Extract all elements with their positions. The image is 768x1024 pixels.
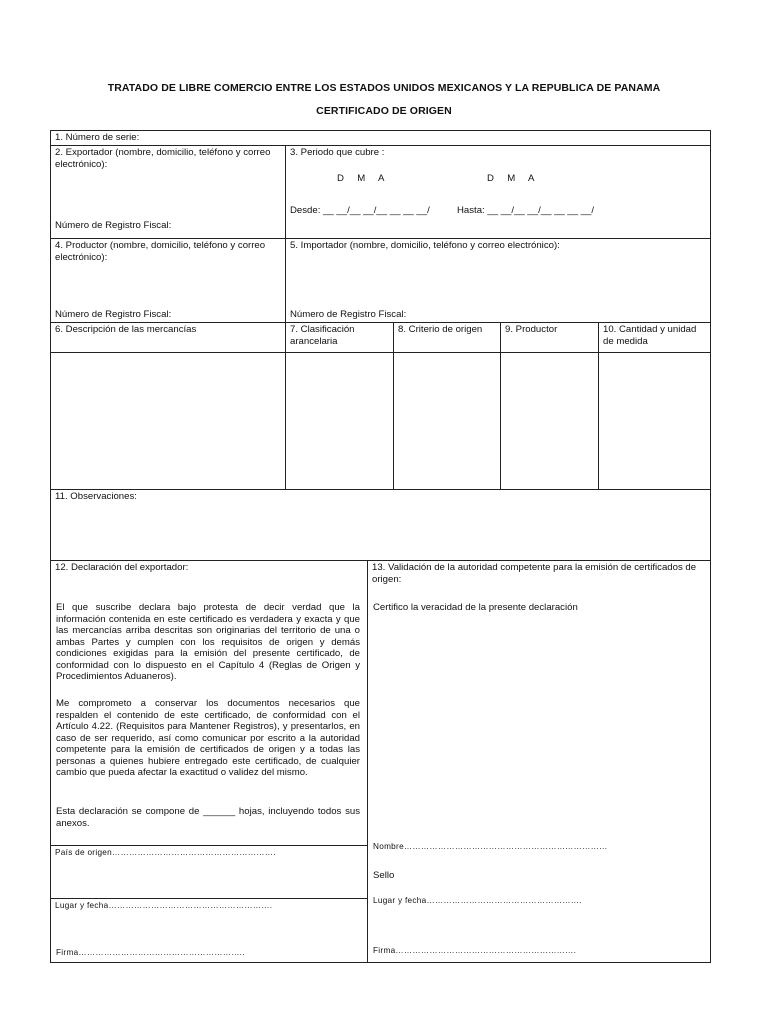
desde-input[interactable]: Desde: __ __/__ __/__ __ __ __/ (290, 205, 430, 216)
exporter-place-date-label: Lugar y fecha…………………………………………………. (55, 901, 273, 910)
certificate-title: CERTIFICADO DE ORIGEN (316, 105, 452, 117)
dma-to-label: D M A (487, 173, 535, 184)
observations-field[interactable] (50, 489, 711, 561)
importer-label: 5. Importador (nombre, domicilio, teléfono y correo electrónico): (290, 240, 560, 251)
exporter-signature-label: Firma………………………………………………….. (56, 948, 245, 957)
declaration-paragraph-3: Esta declaración se compone de ______ hojas, incluyendo todos sus anexos. (56, 806, 360, 829)
importer-field[interactable] (285, 238, 711, 323)
country-of-origin-field[interactable] (50, 845, 368, 899)
exporter-label: 2. Exportador (nombre, domicilio, teléfono y correo electrónico): (55, 147, 271, 170)
observations-label: 11. Observaciones: (55, 491, 137, 502)
period-field[interactable] (285, 145, 711, 239)
hasta-input[interactable]: Hasta: __ __/__ __/__ __ __ __/ (457, 205, 595, 216)
declaration-paragraph-2: Me comprometo a conservar los documentos necesarios que respalden el contenido de este certificado, de conformidad con el Artículo 4.22. (Requisitos para Mantener Registros), y presentarlos, en caso de ser requerido, así como comunicar por escrito a la autoridad competente para la emisión de certificados de origen y a todas las personas a quienes hubiere entregado este certificado, de cualquier cambio que pueda afectar la exactitud o validez del mismo. (56, 698, 360, 778)
quantity-unit-cell[interactable] (598, 352, 711, 490)
certificate-form (50, 130, 711, 963)
producer-field[interactable] (50, 238, 286, 323)
goods-description-cell[interactable] (50, 352, 286, 490)
exporter-tax-label: Número de Registro Fiscal: (55, 220, 172, 231)
goods-description-header: 6. Descripción de las mercancías (50, 322, 286, 353)
declaration-paragraph-1: El que suscribe declara bajo protesta de decir verdad que la información contenida en este certificado es verdadera y exacta y que las mercancías arriba descritas son originarias del territorio de una o ambas Partes y cumplen con los requisitos de origen y demás condiciones exigidas para la emisión del presente certificado, de conformidad con lo dispuesto en el Capítulo 4 (Reglas de Origen y Procedimientos Aduaneros). (56, 602, 360, 682)
treaty-title: TRATADO DE LIBRE COMERCIO ENTRE LOS ESTADOS UNIDOS MEXICANOS Y LA REPUBLICA DE PANAMA (107, 82, 661, 94)
validation-certify-text: Certifico la veracidad de la presente declaración (373, 602, 578, 613)
exporter-declaration (50, 560, 368, 846)
producer-tax-label: Número de Registro Fiscal: (55, 309, 172, 320)
validation-title: 13. Validación de la autoridad competente para la emisión de certificados de origen: (372, 562, 697, 585)
validation-place-date-label: Lugar y fecha………………………………………………. (373, 896, 582, 905)
dma-from-label: D M A (337, 173, 385, 184)
authority-validation[interactable] (367, 560, 711, 963)
origin-criterion-cell[interactable] (393, 352, 501, 490)
declaration-title: 12. Declaración del exportador: (55, 562, 189, 573)
validation-name-label: Nombre……………………………………………………………… (373, 842, 608, 851)
tariff-classification-cell[interactable] (285, 352, 394, 490)
producer-label: 4. Productor (nombre, domicilio, teléfono y correo electrónico): (55, 240, 266, 263)
exporter-place-date-signature[interactable] (50, 898, 368, 963)
serial-number-field[interactable] (50, 130, 711, 146)
producer-column-header: 9. Productor (500, 322, 599, 353)
country-of-origin-label: País de origen…………………………………………………. (55, 848, 276, 857)
validation-seal-label: Sello (373, 870, 395, 881)
producer-column-cell[interactable] (500, 352, 599, 490)
importer-tax-label: Número de Registro Fiscal: (290, 309, 407, 320)
tariff-classification-header: 7. Clasificación arancelaria (285, 322, 394, 353)
exporter-field[interactable] (50, 145, 286, 239)
quantity-unit-header: 10. Cantidad y unidad de medida (598, 322, 711, 353)
validation-signature-label: Firma………………………………………………………. (373, 946, 577, 955)
period-label: 3. Periodo que cubre : (290, 147, 385, 158)
serial-number-label: 1. Número de serie: (55, 132, 140, 143)
origin-criterion-header: 8. Criterio de origen (393, 322, 501, 353)
